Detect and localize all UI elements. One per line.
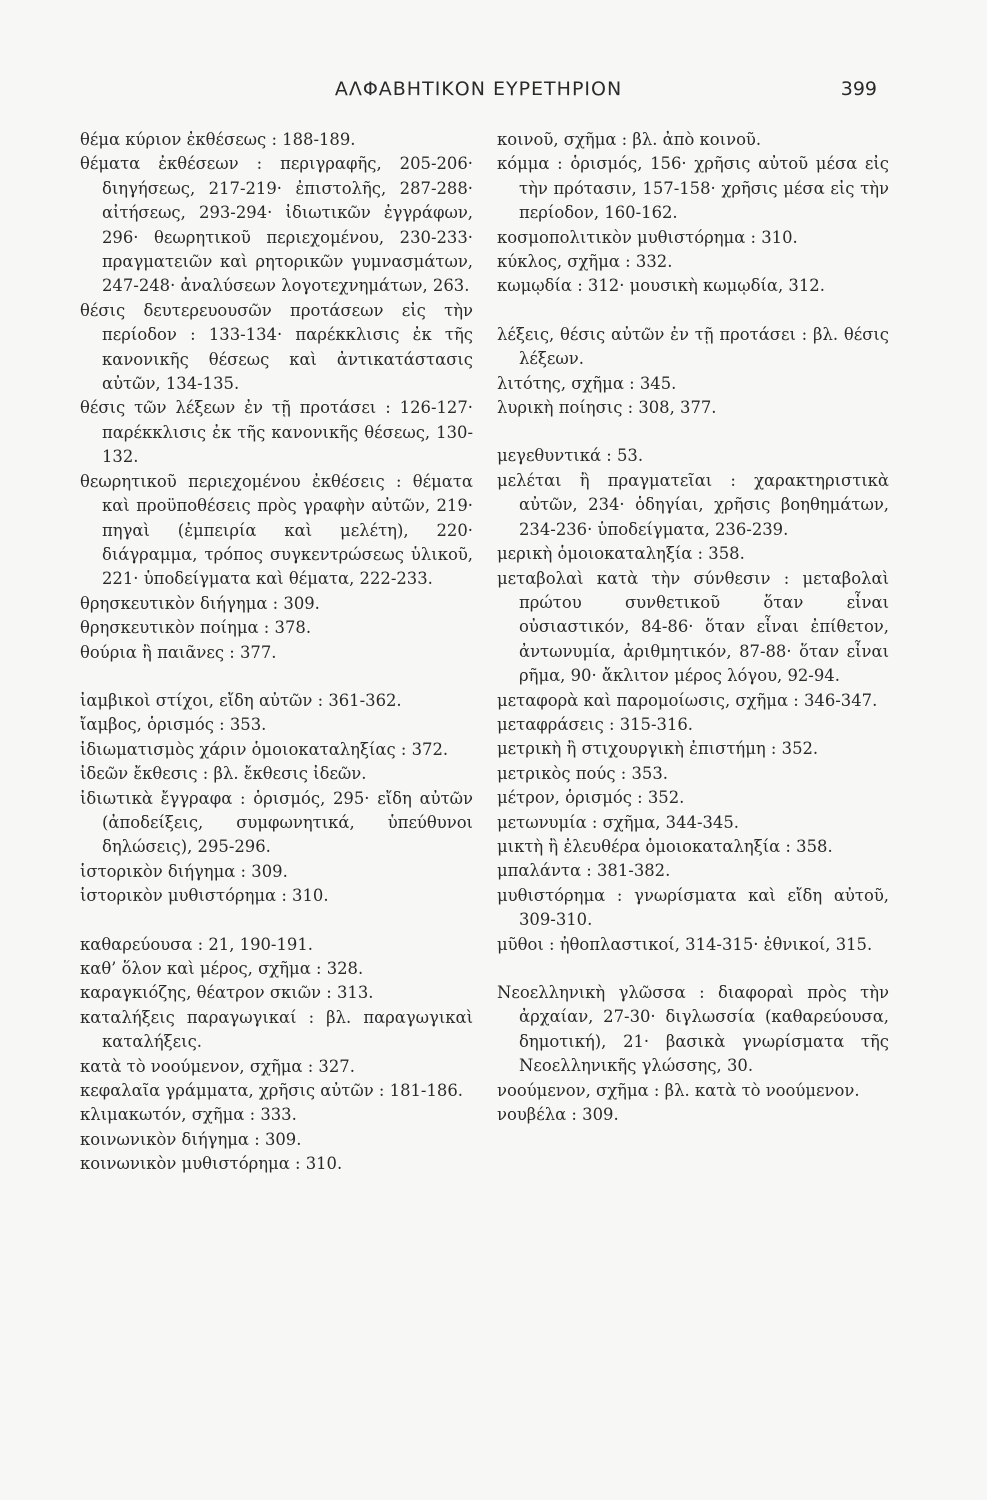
index-entry: καταλήξεις παραγωγικαί : βλ. παραγωγικαὶ καταλήξεις.: [80, 1007, 473, 1052]
index-entry: θέσις τῶν λέξεων ἐν τῇ προτάσει : 126-127· παρέκκλισις ἐκ τῆς κανονικῆς θέσεως, 130-132.: [80, 398, 473, 467]
index-column-right: [497, 128, 889, 1127]
index-entry: μεταβολαὶ κατὰ τὴν σύνθεσιν : μεταβολαὶ πρώτου συνθετικοῦ ὅταν εἶναι οὐσιαστικόν, 84-86· ὅταν εἶναι ἐπίθετον, ἀντωνυμία, ἀριθμητικόν, 87-88· ὅταν εἶναι ρῆμα, 90· ἄκλιτον μέρος λόγου, 92-94.: [497, 568, 889, 686]
running-title: ΑΛΦΑΒΗΤΙΚΟΝ ΕΥΡΕΤΗΡΙΟΝ: [334, 78, 623, 100]
index-entry: καραγκιόζης, θέατρον σκιῶν : 313.: [80, 983, 374, 1003]
index-entry: μετρικὴ ἢ στιχουργικὴ ἐπιστήμη : 352.: [497, 739, 819, 759]
index-entry: μῦθοι : ἠθοπλαστικοί, 314-315· ἐθνικοί, 315.: [497, 934, 873, 954]
index-entry: θέσις δευτερευουσῶν προτάσεων εἰς τὴν περίοδον : 133-134· παρέκκλισις ἐκ τῆς κανονικῆς θέσεως καὶ ἀντικατάστασις αὐτῶν, 134-135.: [80, 300, 473, 394]
section-gap: [497, 420, 889, 444]
index-entry: κόμμα : ὁρισμός, 156· χρῆσις αὐτοῦ μέσα εἰς τὴν πρότασιν, 157-158· χρῆσις μέσα εἰς τὴν περίοδον, 160-162.: [497, 154, 889, 223]
index-entry: κεφαλαῖα γράμματα, χρῆσις αὐτῶν : 181-186.: [80, 1081, 463, 1101]
index-group-mu: [497, 444, 889, 957]
index-entry: κοινωνικὸν μυθιστόρημα : 310.: [80, 1154, 343, 1174]
index-group-iota: [80, 689, 473, 909]
index-entry: μετωνυμία : σχῆμα, 344-345.: [497, 812, 739, 832]
index-entry: ἱστορικὸν διήγημα : 309.: [80, 861, 288, 881]
index-entry: θεωρητικοῦ περιεχομένου ἐκθέσεις : θέματα καὶ προϋποθέσεις πρὸς γραφὴν αὐτῶν, 219· πηγαὶ (ἐμπειρία καὶ μελέτη), 220· διάγραμμα, τρόπος συγκεντρώσεως ὑλικοῦ, 221· ὑποδείγματα καὶ θέματα, 222-233.: [80, 471, 473, 589]
index-group-theta: [80, 128, 473, 665]
index-entry: ἰδιωματισμὸς χάριν ὁμοιοκαταληξίας : 372.: [80, 739, 449, 759]
index-entry: μέτρον, ὁρισμός : 352.: [497, 788, 685, 808]
index-entry: μυθιστόρημα : γνωρίσματα καὶ εἴδη αὐτοῦ, 309-310.: [497, 885, 889, 930]
index-entry: μελέται ἢ πραγματεῖαι : χαρακτηριστικὰ αὐτῶν, 234· ὁδηγίαι, χρῆσις βοηθημάτων, 234-236· ὑποδείγματα, 236-239.: [497, 470, 889, 539]
index-entry: μερικὴ ὁμοιοκαταληξία : 358.: [497, 544, 745, 564]
index-entry: λιτότης, σχῆμα : 345.: [497, 373, 677, 393]
index-entry: κωμῳδία : 312· μουσικὴ κωμῳδία, 312.: [497, 276, 825, 296]
index-group-kappa: [80, 933, 473, 1177]
index-entry: μεταφορὰ καὶ παρομοίωσις, σχῆμα : 346-347.: [497, 690, 878, 710]
index-entry: θούρια ἢ παιᾶνες : 377.: [80, 642, 277, 662]
index-group-lambda: [497, 323, 889, 421]
index-entry: θέμα κύριον ἐκθέσεως : 188-189.: [80, 130, 356, 149]
index-entry: λέξεις, θέσις αὐτῶν ἐν τῇ προτάσει : βλ. θέσις λέξεων.: [497, 324, 889, 369]
index-entry: ἰδιωτικὰ ἔγγραφα : ὁρισμός, 295· εἴδη αὐτῶν (ἀποδείξεις, συμφωνητικά, ὑπεύθυνοι δηλώσεις), 295-296.: [80, 788, 473, 857]
index-entry: ἰδεῶν ἔκθεσις : βλ. ἔκθεσις ἰδεῶν.: [80, 764, 367, 784]
section-gap: [80, 665, 473, 689]
index-entry: κοινωνικὸν διήγημα : 309.: [80, 1129, 302, 1149]
index-entry: μεταφράσεις : 315-316.: [497, 714, 694, 734]
index-entry: καθ’ ὅλον καὶ μέρος, σχῆμα : 328.: [80, 959, 364, 978]
index-entry: κοσμοπολιτικὸν μυθιστόρημα : 310.: [497, 227, 798, 247]
index-entry: μπαλάντα : 381-382.: [497, 861, 671, 881]
index-entry: κοινοῦ, σχῆμα : βλ. ἀπὸ κοινοῦ.: [497, 130, 762, 149]
index-entry: καθαρεύουσα : 21, 190-191.: [80, 934, 313, 954]
section-gap: [80, 909, 473, 933]
index-column-left: [80, 128, 473, 1177]
index-entry: λυρικὴ ποίησις : 308, 377.: [497, 398, 717, 418]
index-entry: κατὰ τὸ νοούμενον, σχῆμα : 327.: [80, 1056, 355, 1076]
index-entry: ἱστορικὸν μυθιστόρημα : 310.: [80, 886, 329, 906]
page-number: 399: [840, 78, 877, 100]
index-entry: μεγεθυντικά : 53.: [497, 446, 644, 466]
index-entry: κύκλος, σχῆμα : 332.: [497, 252, 673, 272]
index-entry: μικτὴ ἢ ἐλευθέρα ὁμοιοκαταληξία : 358.: [497, 836, 833, 856]
index-entry: μετρικὸς πούς : 353.: [497, 763, 668, 783]
index-entry: κλιμακωτόν, σχῆμα : 333.: [80, 1105, 297, 1125]
index-entry: νουβέλα : 309.: [497, 1105, 619, 1125]
index-entry: νοούμενον, σχῆμα : βλ. κατὰ τὸ νοούμενον.: [497, 1080, 860, 1100]
index-entry: ἰαμβικοὶ στίχοι, εἴδη αὐτῶν : 361-362.: [80, 690, 402, 710]
section-gap: [497, 299, 889, 323]
index-entry: θέματα ἐκθέσεων : περιγραφῆς, 205-206· διηγήσεως, 217-219· ἐπιστολῆς, 287-288· αἰτήσεως, 293-294· ἰδιωτικῶν ἐγγράφων, 296· θεωρητικοῦ περιεχομένου, 230-233· πραγματειῶν καὶ ρητορικῶν γυμνασμάτων, 247-248· ἀναλύσεων λογοτεχνημάτων, 263.: [80, 154, 473, 296]
section-gap: [497, 957, 889, 981]
index-group-kappa-cont: [497, 128, 889, 299]
index-entry: Νεοελληνικὴ γλῶσσα : διαφοραὶ πρὸς τὴν ἀρχαίαν, 27-30· διγλωσσία (καθαρεύουσα, δημοτική), 21· βασικὰ γνωρίσματα τῆς Νεοελληνικῆς γλώσσης, 30.: [497, 983, 889, 1076]
page-header: [80, 70, 877, 110]
index-group-nu: [497, 981, 889, 1127]
index-entry: θρησκευτικὸν διήγημα : 309.: [80, 593, 320, 613]
index-entry: ἴαμβος, ὁρισμός : 353.: [80, 715, 267, 735]
index-entry: θρησκευτικὸν ποίημα : 378.: [80, 618, 312, 638]
